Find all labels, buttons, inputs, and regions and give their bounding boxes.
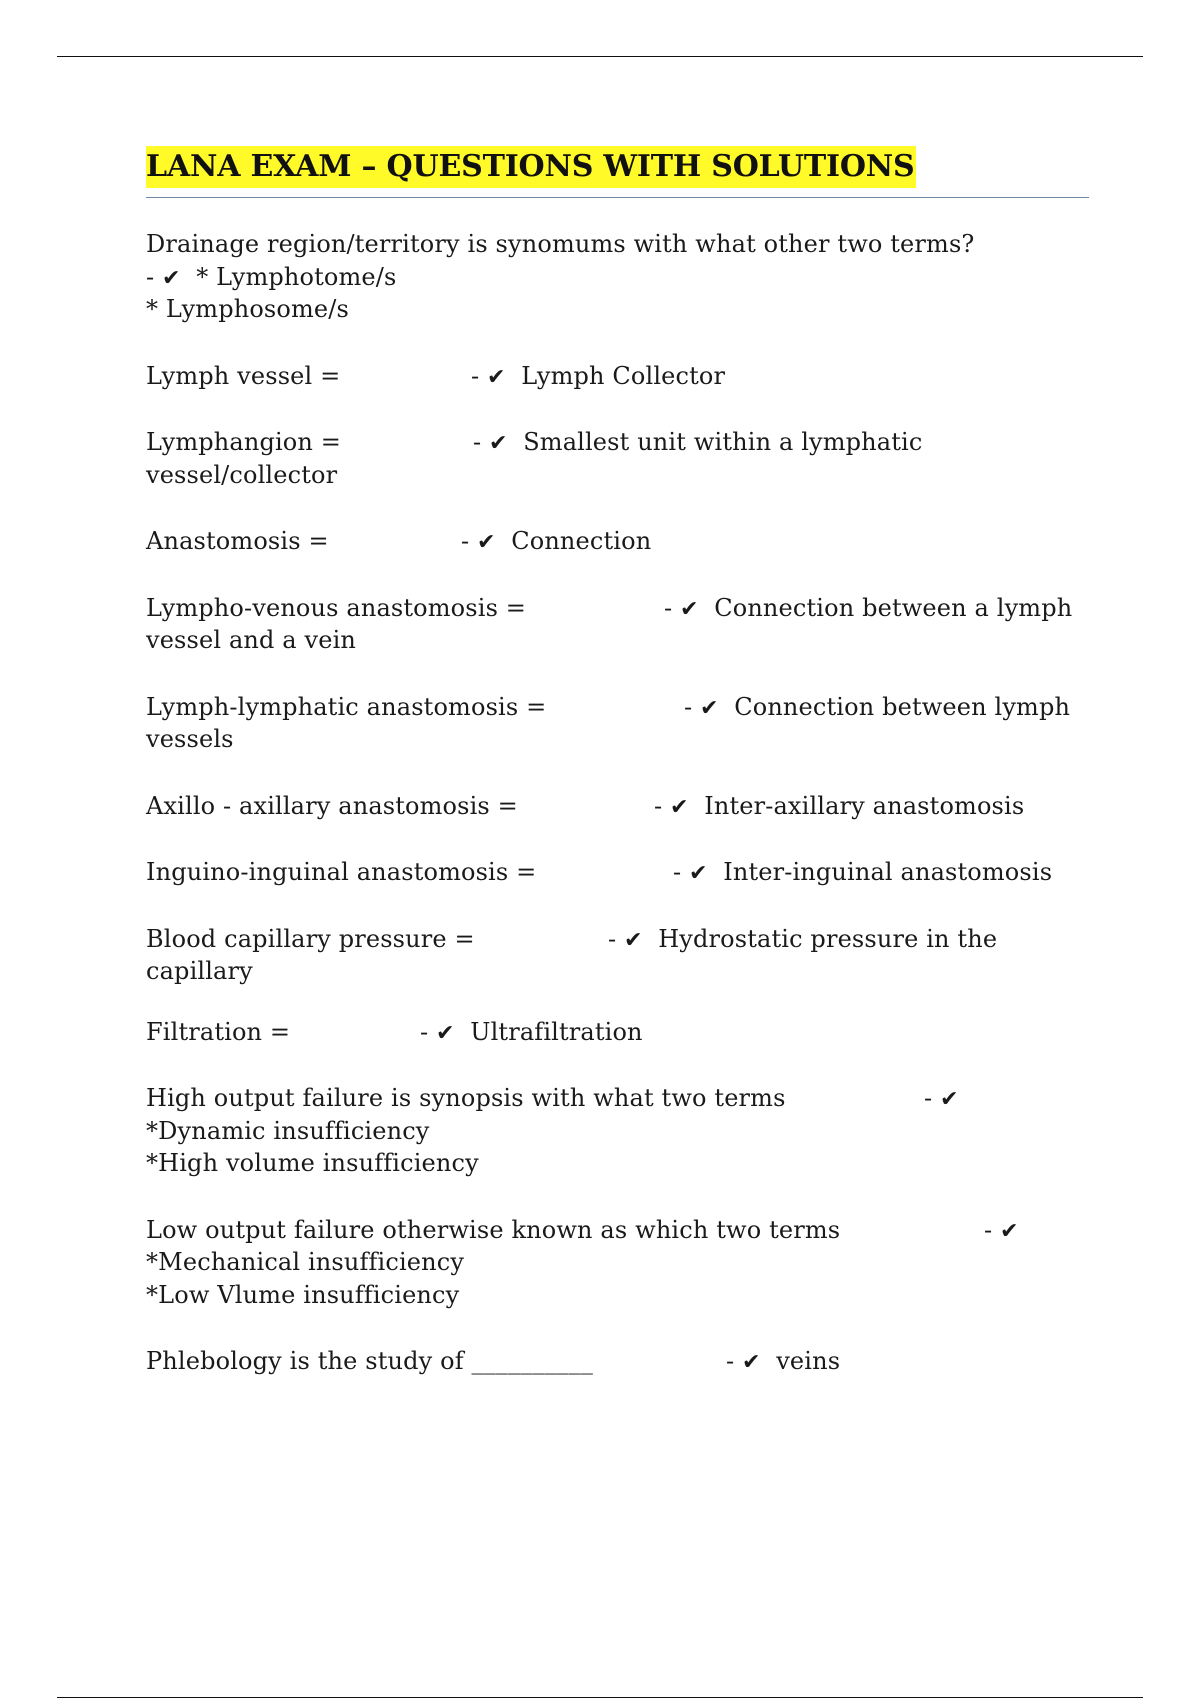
question-text: Low output failure otherwise known as which two terms bbox=[146, 1215, 841, 1244]
answer: - ✔ Ultrafiltration bbox=[420, 1017, 643, 1046]
qa-entry bbox=[146, 360, 1096, 393]
check-mark-icon: ✔ bbox=[940, 1087, 959, 1112]
check-mark-icon: ✔ bbox=[742, 1350, 761, 1375]
qa-entry bbox=[146, 1016, 1096, 1049]
qa-entry bbox=[146, 1082, 1096, 1180]
question-text: Axillo - axillary anastomosis = bbox=[146, 791, 518, 820]
answer: - ✔ Inter-inguinal anastomosis bbox=[673, 858, 1053, 886]
question-text: capillary bbox=[146, 957, 253, 985]
answer-dash: - bbox=[146, 262, 163, 291]
qa-entry bbox=[146, 1345, 1096, 1378]
question-text: vessel/collector bbox=[146, 460, 338, 489]
page-top-rule bbox=[57, 56, 1143, 57]
question-text: vessels bbox=[146, 725, 234, 753]
check-mark-icon: ✔ bbox=[689, 861, 708, 886]
answer: - ✔ Connection bbox=[461, 527, 652, 555]
answer-text: Inter-inguinal anastomosis bbox=[723, 858, 1053, 886]
answer: - ✔ Connection between a lymph bbox=[664, 593, 1073, 622]
answer-text: Lymph Collector bbox=[521, 361, 726, 390]
question-text: Lympho-venous anastomosis = bbox=[146, 593, 527, 622]
answer: - ✔ Smallest unit within a lymphatic bbox=[473, 428, 923, 456]
answer-line: * Lymphosome/s bbox=[146, 295, 349, 323]
answer-line: * Lymphotome/s bbox=[196, 262, 397, 291]
answer-text: Smallest unit within a lymphatic bbox=[523, 428, 923, 456]
check-mark-icon: ✔ bbox=[162, 265, 181, 291]
question-text: Anastomosis = bbox=[146, 527, 329, 555]
question-text: Inguino-inguinal anastomosis = bbox=[146, 858, 537, 886]
question-text: Drainage region/territory is synomums with what other two terms? bbox=[146, 230, 975, 258]
qa-list bbox=[146, 228, 1096, 1378]
answer-text: veins bbox=[776, 1347, 841, 1375]
check-mark-icon: ✔ bbox=[700, 695, 719, 721]
answer: - ✔ Connection between lymph bbox=[684, 692, 1071, 721]
check-mark-icon: ✔ bbox=[670, 794, 689, 820]
check-mark-icon: ✔ bbox=[680, 596, 699, 622]
page-title: LANA EXAM – QUESTIONS WITH SOLUTIONS bbox=[146, 146, 916, 188]
qa-entry bbox=[146, 426, 1096, 491]
question-text: Phlebology is the study of __________ bbox=[146, 1347, 594, 1375]
question-text: Blood capillary pressure = bbox=[146, 924, 475, 953]
check-mark-icon: ✔ bbox=[477, 530, 496, 555]
qa-entry bbox=[146, 923, 1096, 988]
question-text: Lymphangion = bbox=[146, 428, 342, 456]
question-text: High output failure is synopsis with what two terms bbox=[146, 1084, 786, 1112]
question-text: vessel and a vein bbox=[146, 626, 357, 654]
answer: - ✔ bbox=[984, 1215, 1019, 1244]
question-text: Filtration = bbox=[146, 1017, 291, 1046]
title-underline bbox=[146, 197, 1089, 198]
qa-entry bbox=[146, 228, 1096, 326]
answer-text: Connection between lymph bbox=[734, 692, 1071, 721]
qa-entry bbox=[146, 592, 1096, 657]
qa-entry bbox=[146, 525, 1096, 558]
answer-line: *Dynamic insufficiency bbox=[146, 1116, 430, 1145]
qa-entry bbox=[146, 1214, 1096, 1312]
question-text: Lymph vessel = bbox=[146, 361, 341, 390]
answer-line: *Low Vlume insufficiency bbox=[146, 1280, 460, 1309]
answer-line: *Mechanical insufficiency bbox=[146, 1248, 465, 1276]
answer: - ✔ Hydrostatic pressure in the bbox=[608, 924, 998, 953]
qa-entry bbox=[146, 856, 1096, 889]
answer: - ✔ Lymph Collector bbox=[471, 361, 726, 390]
answer: - ✔ bbox=[924, 1084, 959, 1112]
answer-text: Connection bbox=[511, 527, 652, 555]
qa-entry bbox=[146, 691, 1096, 756]
answer: - ✔ Inter-axillary anastomosis bbox=[654, 791, 1025, 820]
qa-entry bbox=[146, 790, 1096, 823]
answer-text: Connection between a lymph bbox=[714, 593, 1073, 622]
question-text: Lymph-lymphatic anastomosis = bbox=[146, 692, 547, 721]
check-mark-icon: ✔ bbox=[489, 431, 508, 456]
answer-text: Inter-axillary anastomosis bbox=[704, 791, 1025, 820]
check-mark-icon: ✔ bbox=[1000, 1218, 1019, 1244]
check-mark-icon: ✔ bbox=[624, 927, 643, 953]
answer-text: Ultrafiltration bbox=[470, 1017, 643, 1046]
answer-text: Hydrostatic pressure in the bbox=[658, 924, 998, 953]
answer: - ✔ veins bbox=[726, 1347, 841, 1375]
page-bottom-rule bbox=[57, 1697, 1143, 1698]
answer-line: *High volume insufficiency bbox=[146, 1149, 479, 1177]
check-mark-icon: ✔ bbox=[487, 364, 506, 390]
check-mark-icon: ✔ bbox=[436, 1020, 455, 1046]
